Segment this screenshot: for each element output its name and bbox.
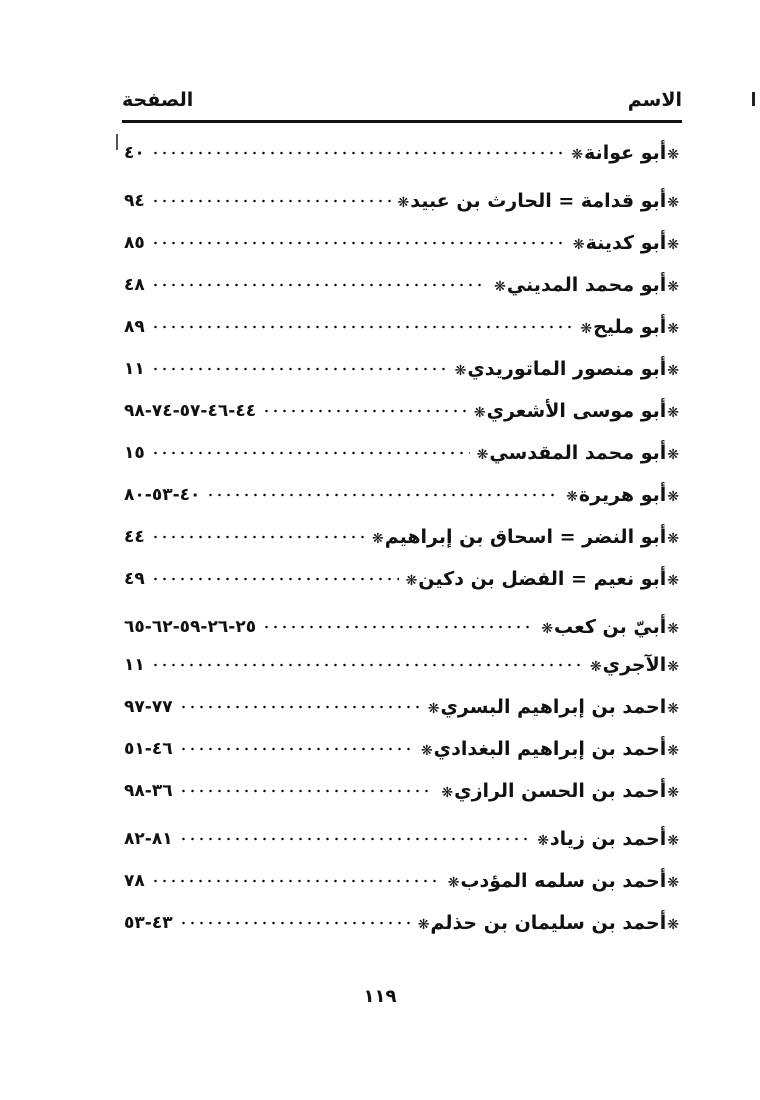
asterisk-icon: ❋: [667, 573, 679, 589]
entry-pages: ٨١-٨٢: [124, 829, 173, 849]
entry-name: [454, 358, 680, 380]
entry-name: [540, 616, 680, 638]
dot-leader: [151, 450, 470, 456]
index-entry: [124, 866, 680, 896]
index-entry: [124, 480, 680, 510]
entry-name-text: أبو كدينة: [585, 232, 667, 254]
entry-pages: ٤٠-٥٣-٨٠: [124, 485, 201, 505]
index-entry: [124, 650, 680, 680]
entry-pages: ٤٤: [124, 527, 145, 547]
entry-name-text: احمد بن إبراهيم البسري: [440, 696, 667, 718]
asterisk-icon: ❋: [667, 321, 679, 337]
entry-name: [405, 568, 680, 590]
asterisk-icon: ❋: [572, 237, 585, 253]
entry-name-text: أحمد بن زياد: [549, 828, 667, 850]
entry-name-text: أحمد بن الحسن الرازي: [454, 780, 667, 802]
asterisk-icon: ❋: [667, 531, 679, 547]
dot-leader: [151, 534, 365, 540]
entry-pages: ٧٧-٩٧: [124, 697, 173, 717]
asterisk-icon: ❋: [405, 573, 418, 589]
entry-pages: ٤٣-٥٣: [124, 913, 173, 933]
asterisk-icon: ❋: [667, 489, 679, 505]
index-entry: [124, 270, 680, 300]
index-entry: [124, 908, 680, 938]
entry-pages: ٤٨: [124, 275, 145, 295]
entry-name-text: أبو قدامة = الحارث بن عبيد: [410, 190, 667, 212]
asterisk-icon: ❋: [447, 875, 460, 891]
index-entry: [124, 138, 680, 168]
entry-pages: ٧٨: [124, 871, 145, 891]
index-entry: [124, 186, 680, 216]
dot-leader: [179, 746, 414, 752]
index-entry: [124, 396, 680, 426]
entry-name-text: أحمد بن سلمه المؤدب: [460, 870, 667, 892]
page-number: ١١٩: [363, 986, 397, 1007]
asterisk-icon: ❋: [473, 405, 486, 421]
entry-name-text: الآجري: [602, 654, 667, 676]
index-entry: [124, 692, 680, 722]
dot-leader: [151, 240, 566, 246]
entry-name-text: أبو عوانة: [584, 142, 667, 164]
asterisk-icon: ❋: [667, 147, 679, 163]
asterisk-icon: ❋: [427, 701, 440, 717]
index-entry: [124, 824, 680, 854]
index-entry: [124, 228, 680, 258]
dot-leader: [179, 920, 411, 926]
dot-leader: [151, 282, 487, 288]
asterisk-icon: ❋: [454, 363, 467, 379]
asterisk-icon: ❋: [667, 279, 679, 295]
entry-name-text: أبو هريرة: [578, 484, 667, 506]
entry-name-text: أبيّ بن كعب: [554, 616, 667, 638]
entry-pages: ١٥: [124, 443, 145, 463]
asterisk-icon: ❋: [420, 743, 433, 759]
asterisk-icon: ❋: [580, 321, 593, 337]
entry-pages: ٤٠: [124, 143, 145, 163]
entry-name: [493, 274, 680, 296]
dot-leader: [151, 576, 399, 582]
asterisk-icon: ❋: [667, 785, 679, 801]
asterisk-icon: ❋: [494, 279, 506, 295]
name-column-heading: الاسم: [627, 89, 682, 111]
entry-pages: ٩٤: [124, 191, 145, 211]
entry-name-text: أبو النضر = اسحاق بن إبراهيم: [384, 526, 667, 548]
asterisk-icon: ❋: [667, 405, 679, 421]
index-entry: [124, 312, 680, 342]
entry-pages: ٤٦-٥١: [124, 739, 173, 759]
entry-pages: ٢٥-٢٦-٥٩-٦٢-٦٥: [124, 617, 257, 637]
entry-pages: ٤٩: [124, 569, 145, 589]
entry-name-text: أحمد بن إبراهيم البغدادي: [433, 738, 667, 760]
asterisk-icon: ❋: [667, 917, 679, 933]
dot-leader: [179, 788, 435, 794]
dot-leader: [262, 624, 534, 630]
entry-pages: ٤٤-٤٦-٥٧-٧٤-٩٨: [124, 401, 257, 421]
entry-name: [476, 442, 680, 464]
entry-name-text: أبو موسى الأشعري: [486, 400, 667, 422]
entry-name: [371, 526, 680, 548]
dot-leader: [151, 366, 448, 372]
entry-name: [565, 484, 680, 506]
dot-leader: [206, 492, 559, 498]
page-column-heading: الصفحة: [122, 89, 194, 111]
entry-name-text: أبو نعيم = الفضل بن دكين: [418, 568, 667, 590]
dot-leader: [262, 408, 467, 414]
entry-name-text: أبو مليح: [593, 316, 667, 338]
entry-pages: ١١: [124, 655, 145, 675]
entry-name-text: أبو منصور الماتوريدي: [467, 358, 667, 380]
entry-name: [570, 142, 680, 164]
entry-pages: ١١: [124, 359, 145, 379]
index-entry: [124, 564, 680, 594]
asterisk-icon: ❋: [371, 531, 384, 547]
dot-leader: [151, 150, 565, 156]
entry-name: [536, 828, 680, 850]
asterisk-icon: ❋: [667, 833, 679, 849]
asterisk-icon: ❋: [667, 237, 679, 253]
index-entry: [124, 776, 680, 806]
dot-leader: [151, 878, 441, 884]
dot-leader: [179, 704, 421, 710]
index-entry: [124, 438, 680, 468]
entry-pages: ٣٦-٩٨: [124, 781, 173, 801]
asterisk-icon: ❋: [667, 659, 679, 675]
entry-name: [427, 696, 680, 718]
entry-name: [420, 738, 680, 760]
index-entry: [124, 612, 680, 642]
asterisk-icon: ❋: [667, 195, 679, 211]
asterisk-icon: ❋: [417, 917, 430, 933]
entry-name: [589, 654, 680, 676]
entry-name: [473, 400, 680, 422]
asterisk-icon: ❋: [667, 621, 679, 637]
entry-name-text: أبو محمد المديني: [506, 274, 667, 296]
entry-name: [579, 316, 680, 338]
asterisk-icon: ❋: [667, 363, 679, 379]
index-entry: [124, 522, 680, 552]
entry-name: [572, 232, 680, 254]
index-entry: [124, 354, 680, 384]
asterisk-icon: ❋: [667, 447, 679, 463]
asterisk-icon: ❋: [589, 659, 602, 675]
entry-name-text: أحمد بن سليمان بن حذلم: [430, 912, 667, 934]
entry-name: [440, 780, 680, 802]
asterisk-icon: ❋: [476, 447, 489, 463]
entry-pages: ٨٩: [124, 317, 145, 337]
asterisk-icon: ❋: [541, 621, 554, 637]
asterisk-icon: ❋: [667, 743, 679, 759]
index-entry: [124, 734, 680, 764]
entry-name: [397, 190, 680, 212]
dot-leader: [151, 662, 583, 668]
entry-name: [447, 870, 680, 892]
asterisk-icon: ❋: [566, 489, 578, 505]
dot-leader: [179, 836, 531, 842]
asterisk-icon: ❋: [667, 875, 679, 891]
asterisk-icon: ❋: [571, 147, 584, 163]
asterisk-icon: ❋: [397, 195, 410, 211]
entry-pages: ٨٥: [124, 233, 145, 253]
asterisk-icon: ❋: [441, 785, 454, 801]
asterisk-icon: ❋: [667, 701, 679, 717]
entry-name-text: أبو محمد المقدسي: [489, 442, 667, 464]
asterisk-icon: ❋: [537, 833, 549, 849]
dot-leader: [151, 198, 391, 204]
entry-name: [417, 912, 680, 934]
dot-leader: [151, 324, 574, 330]
